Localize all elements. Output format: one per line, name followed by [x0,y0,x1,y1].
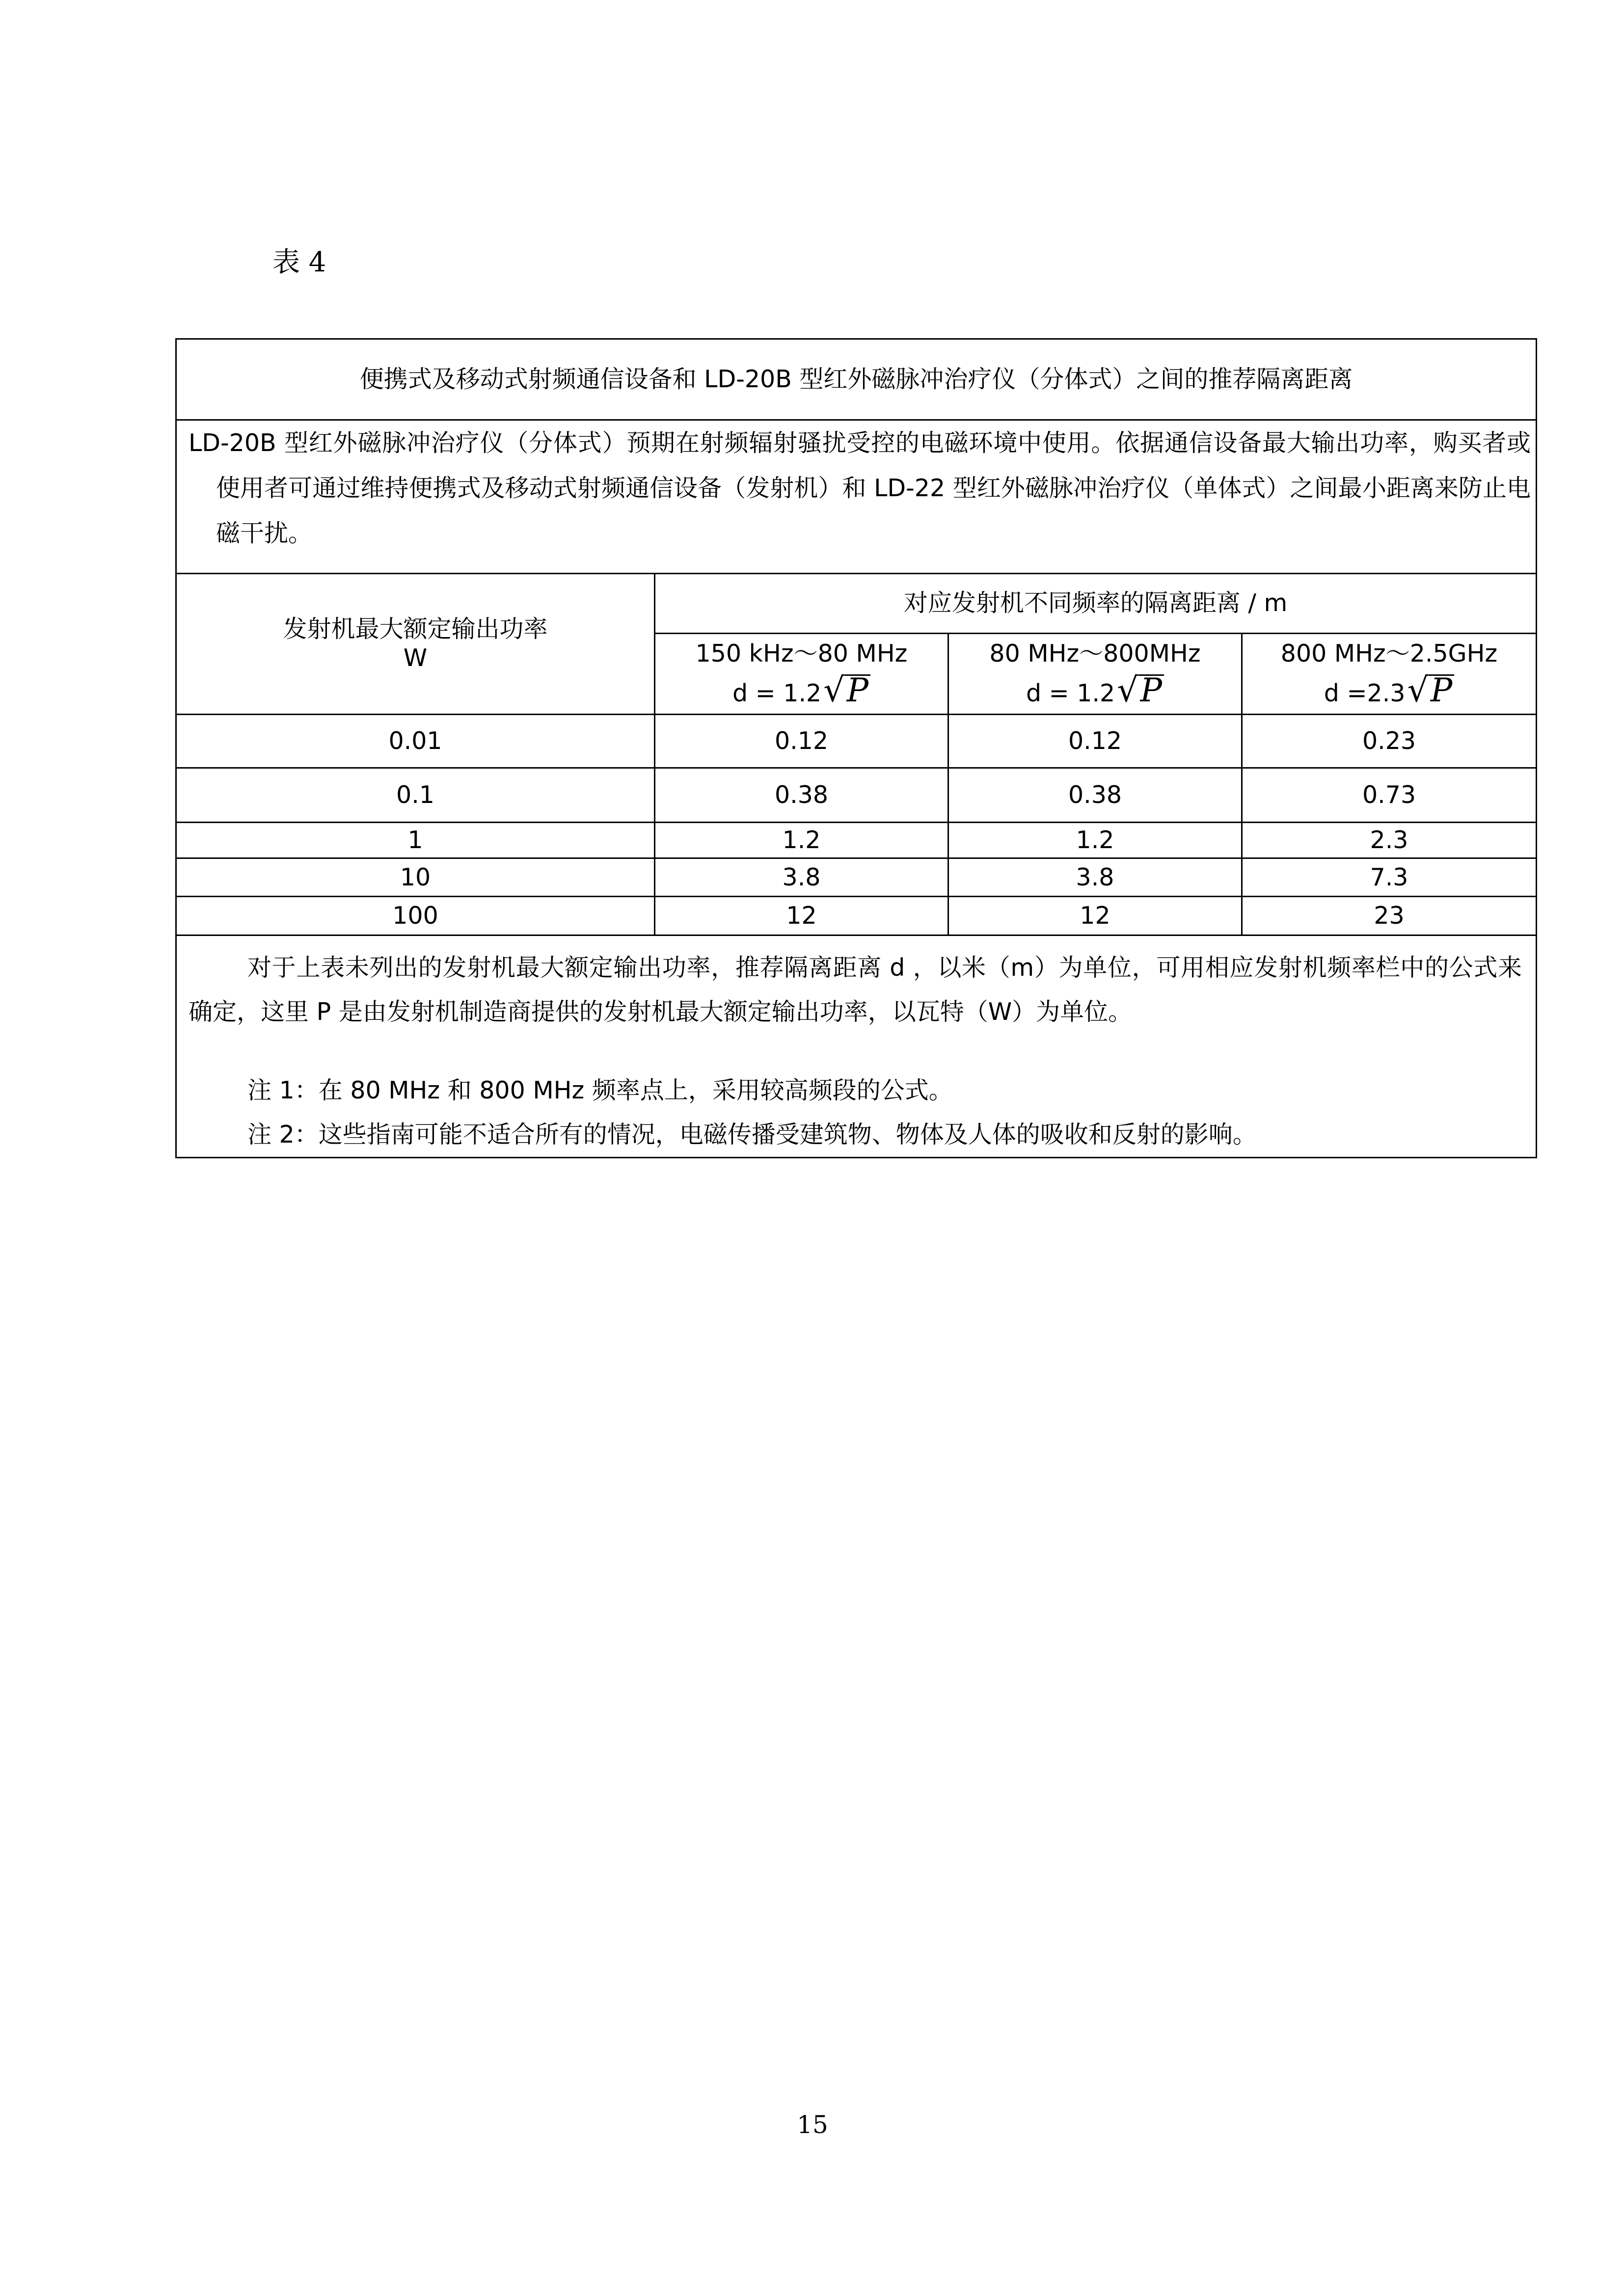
table-title: 便携式及移动式射频通信设备和 LD-20B 型红外磁脉冲治疗仪（分体式）之间的推荐隔离距离 [176,339,1537,420]
table-row [176,897,1537,935]
sqrt-symbol: √ P [823,674,870,705]
distance-cell: 7.3 [1242,858,1537,897]
note-2: 注 2：这些指南可能不适合所有的情况，电磁传播受建筑物、物体及人体的吸收和反射的影响。 [247,1121,1257,1148]
distance-cell: 3.8 [948,858,1242,897]
footer-paragraph: 对于上表未列出的发射机最大额定输出功率，推荐隔离距离 d ，以米（m）为单位，可用相应发射机频率栏中的公式来确定，这里 P 是由发射机制造商提供的发射机最大额定输出功率，以瓦特（W）为单位。 [189,954,1522,1026]
power-cell: 1 [176,823,655,858]
formula-variable: P [1429,674,1454,705]
distance-cell: 0.38 [655,768,948,823]
distance-cell: 1.2 [948,823,1242,858]
power-cell: 10 [176,858,655,897]
distance-header: 对应发射机不同频率的隔离距离 / m [655,574,1537,634]
sqrt-symbol: √ P [1407,674,1454,705]
power-header-label: 发射机最大额定输出功率 [283,615,548,643]
distance-cell: 0.73 [1242,768,1537,823]
table-row [176,768,1537,823]
power-cell: 100 [176,897,655,935]
separation-distance-table [175,338,1537,1158]
distance-cell: 0.12 [948,715,1242,768]
sqrt-symbol: √ P [1117,674,1164,705]
distance-cell: 0.23 [1242,715,1537,768]
formula [655,673,947,714]
distance-cell: 23 [1242,897,1537,935]
distance-cell: 2.3 [1242,823,1537,858]
table-label: 表 4 [272,246,326,278]
formula-prefix: d = 1.2 [1026,679,1115,707]
power-cell: 0.01 [176,715,655,768]
power-header-unit: W [403,644,428,672]
freq-range: 150 kHz～80 MHz [695,640,908,667]
table-row [176,823,1537,858]
power-cell: 0.1 [176,768,655,823]
freq-column-2 [948,634,1242,715]
distance-cell: 0.12 [655,715,948,768]
table-intro: LD-20B 型红外磁脉冲治疗仪（分体式）预期在射频辐射骚扰受控的电磁环境中使用。依据通信设备最大输出功率，购买者或使用者可通过维持便携式及移动式射频通信设备（发射机）和 LD-22 型红外磁脉冲治疗仪（单体式）之间最小距离来防止电磁干扰。 [176,420,1537,574]
freq-column-3 [1242,634,1537,715]
freq-range: 800 MHz～2.5GHz [1280,640,1498,667]
formula-prefix: d =2.3 [1324,679,1406,707]
distance-cell: 3.8 [655,858,948,897]
distance-cell: 12 [948,897,1242,935]
table-row [176,858,1537,897]
power-header [176,574,655,715]
page-number: 15 [797,2110,828,2139]
table-notes [176,935,1537,1158]
distance-cell: 1.2 [655,823,948,858]
distance-cell: 12 [655,897,948,935]
distance-cell: 0.38 [948,768,1242,823]
freq-range: 80 MHz～800MHz [989,640,1201,667]
formula-variable: P [1138,674,1164,705]
formula-prefix: d = 1.2 [732,679,822,707]
formula [949,673,1241,714]
formula [1243,673,1536,714]
table-row [176,715,1537,768]
freq-column-1 [655,634,948,715]
formula-variable: P [845,674,870,705]
note-1: 注 1：在 80 MHz 和 800 MHz 频率点上，采用较高频段的公式。 [247,1076,953,1104]
